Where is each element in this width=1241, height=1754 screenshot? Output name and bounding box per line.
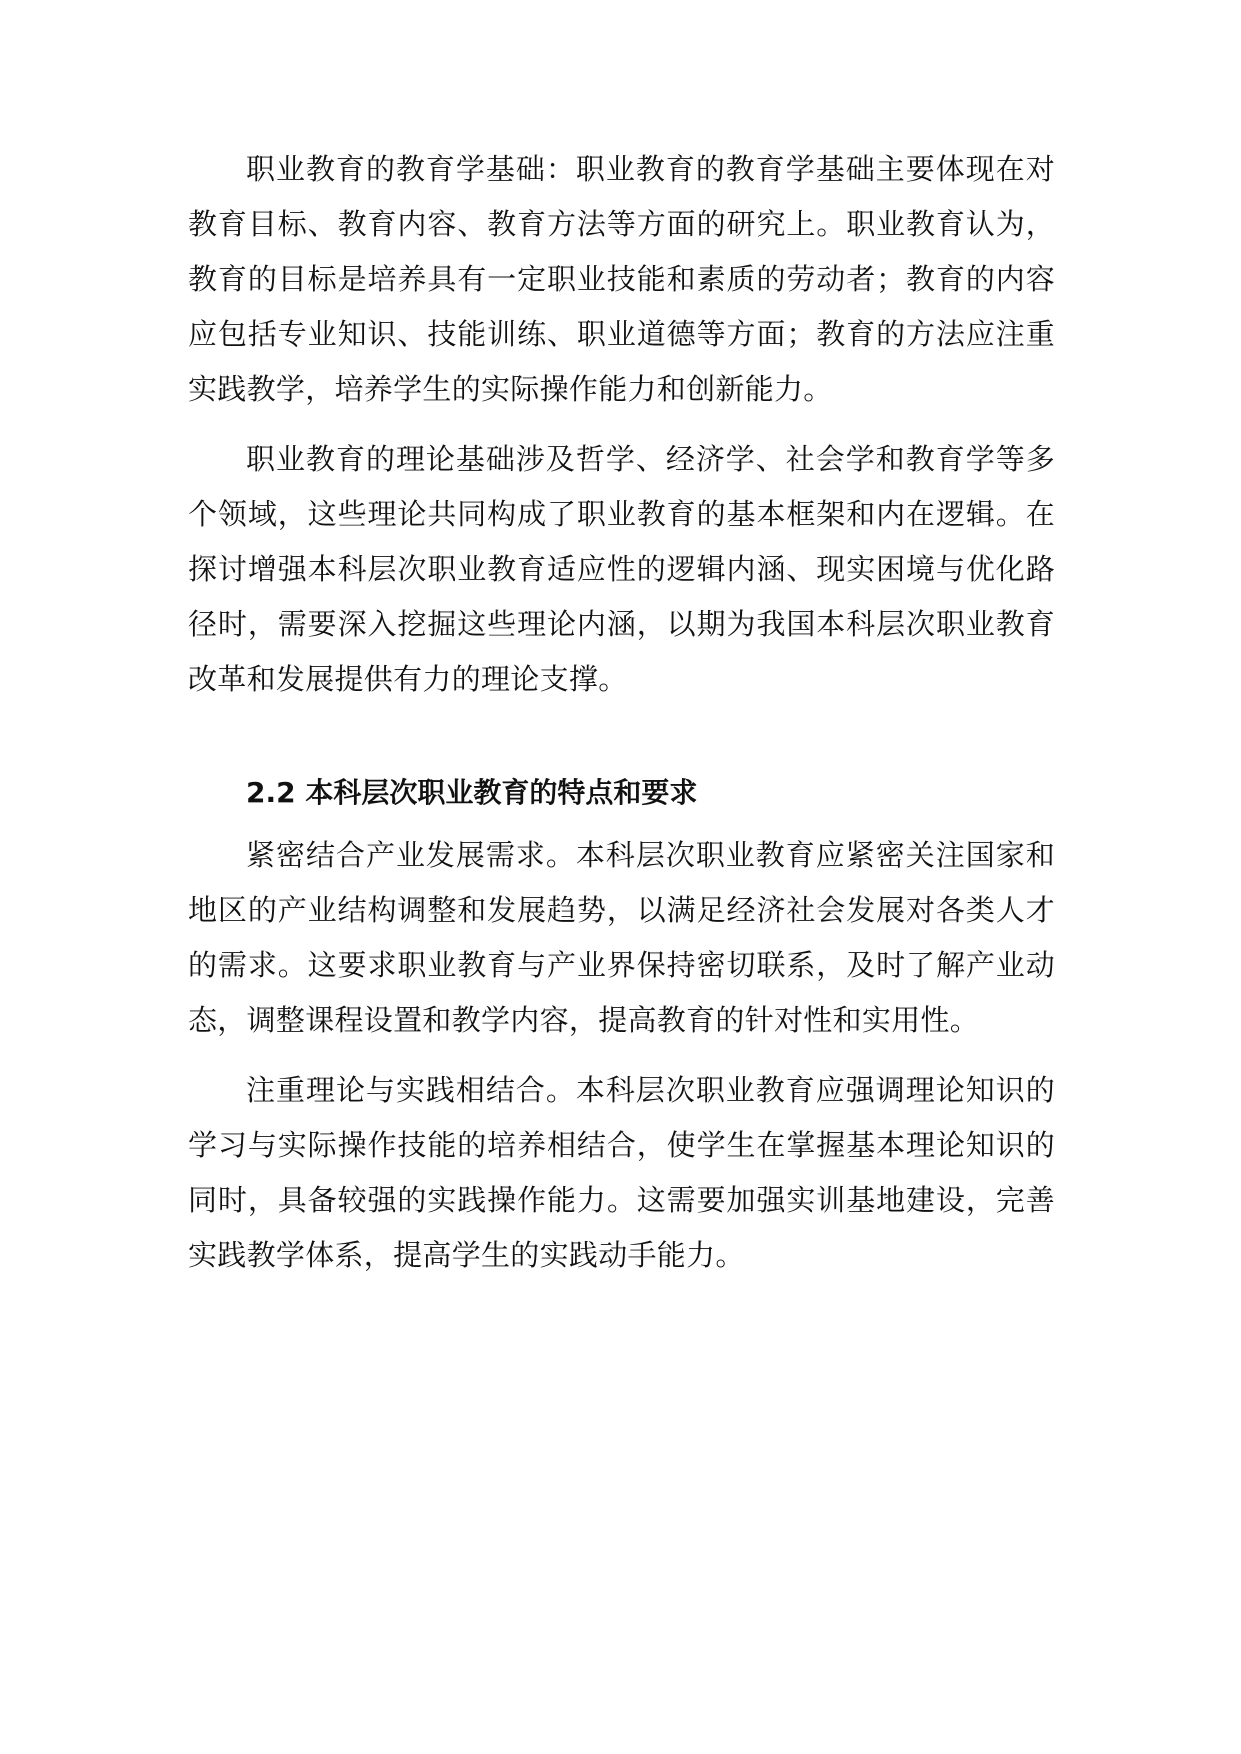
section-title: 本科层次职业教育的特点和要求 [305, 776, 698, 809]
paragraph-theory-practice: 注重理论与实践相结合。本科层次职业教育应强调理论知识的学习与实际操作技能的培养相结合，使学生在掌握基本理论知识的同时，具备较强的实践操作能力。这需要加强实训基地建设，完善实践教学体系，提高学生的实践动手能力。 [188, 1073, 1055, 1272]
paragraph-industry-needs: 紧密结合产业发展需求。本科层次职业教育应紧密关注国家和地区的产业结构调整和发展趋势，以满足经济社会发展对各类人才的需求。这要求职业教育与产业界保持密切联系，及时了解产业动态，调整课程设置和教学内容，提高教育的针对性和实用性。 [188, 838, 1055, 1037]
document-body [188, 142, 1055, 1283]
section-number: 2.2 [246, 776, 296, 809]
paragraph-pedagogical-foundation: 职业教育的教育学基础：职业教育的教育学基础主要体现在对教育目标、教育内容、教育方法等方面的研究上。职业教育认为，教育的目标是培养具有一定职业技能和素质的劳动者；教育的内容应包括专业知识、技能训练、职业道德等方面；教育的方法应注重实践教学，培养学生的实际操作能力和创新能力。 [188, 152, 1055, 406]
section-heading [188, 765, 1055, 820]
paragraph-theoretical-foundation: 职业教育的理论基础涉及哲学、经济学、社会学和教育学等多个领域，这些理论共同构成了职业教育的基本框架和内在逻辑。在探讨增强本科层次职业教育适应性的逻辑内涵、现实困境与优化路径时，需要深入挖掘这些理论内涵，以期为我国本科层次职业教育改革和发展提供有力的理论支撑。 [188, 442, 1055, 696]
